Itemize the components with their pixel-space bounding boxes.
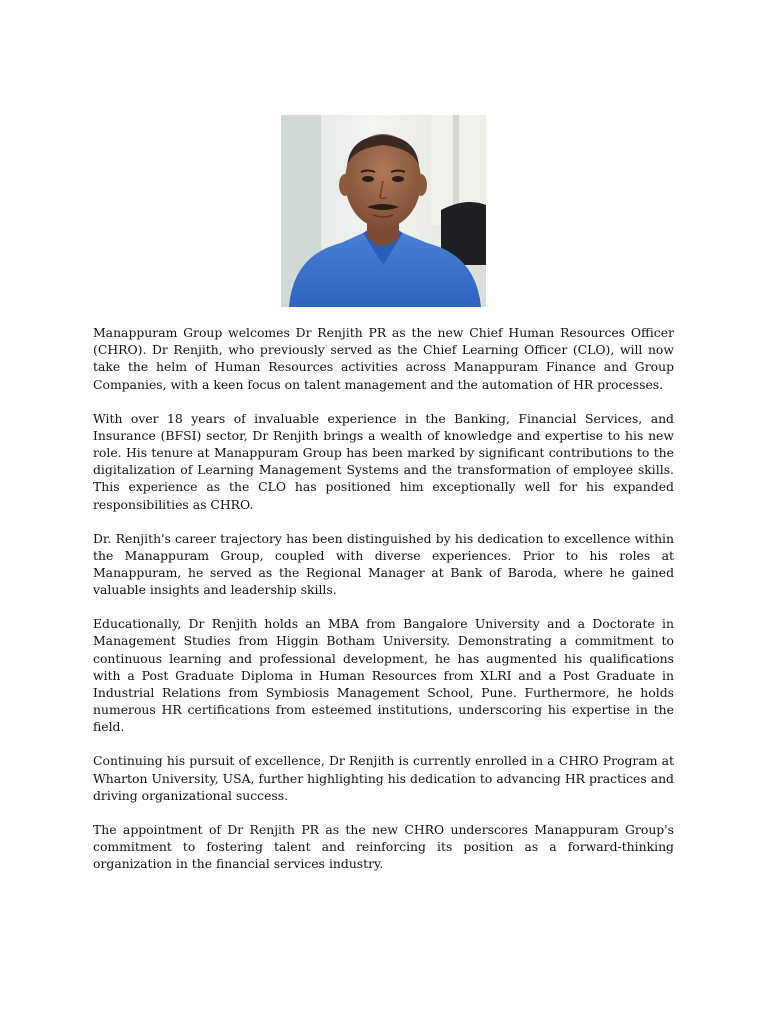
paragraph-career: Dr. Renjith's career trajectory has been distinguished by his dedication to excellence within the Manappuram Group, coupled with diverse experiences. Prior to his roles at Manappuram, he served as the Regional Manager at Bank of Baroda, where he gained valuable insights and leadership skills.	[93, 530, 674, 598]
portrait-image	[281, 115, 486, 307]
paragraph-continuing: Continuing his pursuit of excellence, Dr Renjith is currently enrolled in a CHRO Program at Wharton University, USA, further highlighting his dedication to advancing HR practices and driving organizational success.	[93, 753, 674, 803]
article-body	[93, 324, 674, 889]
paragraph-welcome: Manappuram Group welcomes Dr Renjith PR as the new Chief Human Resources Officer (CHRO). Dr Renjith, who previously served as the Chief Learning Officer (CLO), will now take the helm of Human Resources activities across Manappuram Finance and Group Companies, with a keen focus on talent management and the automation of HR processes.	[93, 325, 674, 392]
paragraph-education: Educationally, Dr Renjith holds an MBA from Bangalore University and a Doctorate in Management Studies from Higgin Botham University. Demonstrating a commitment to continuous learning and professional development, he has augmented his qualifications with a Post Graduate Diploma in Human Resources from XLRI and a Post Graduate in Industrial Relations from Symbiosis Management School, Pune. Furthermore, he holds numerous HR certifications from esteemed institutions, underscoring his expertise in the field.	[93, 616, 674, 735]
portrait-photo	[281, 115, 486, 307]
paragraph-experience: With over 18 years of invaluable experience in the Banking, Financial Services, and Insurance (BFSI) sector, Dr Renjith brings a wealth of knowledge and expertise to his new role. His tenure at Manappuram Group has been marked by significant contributions to the digitalization of Learning Management Systems and the transformation of employee skills. This experience as the CLO has positioned him exceptionally well for his expanded responsibilities as CHRO.	[93, 410, 674, 512]
paragraph-appointment: The appointment of Dr Renjith PR as the new CHRO underscores Manappuram Group's commitment to fostering talent and reinforcing its position as a forward-thinking organization in the financial services industry.	[93, 821, 674, 872]
